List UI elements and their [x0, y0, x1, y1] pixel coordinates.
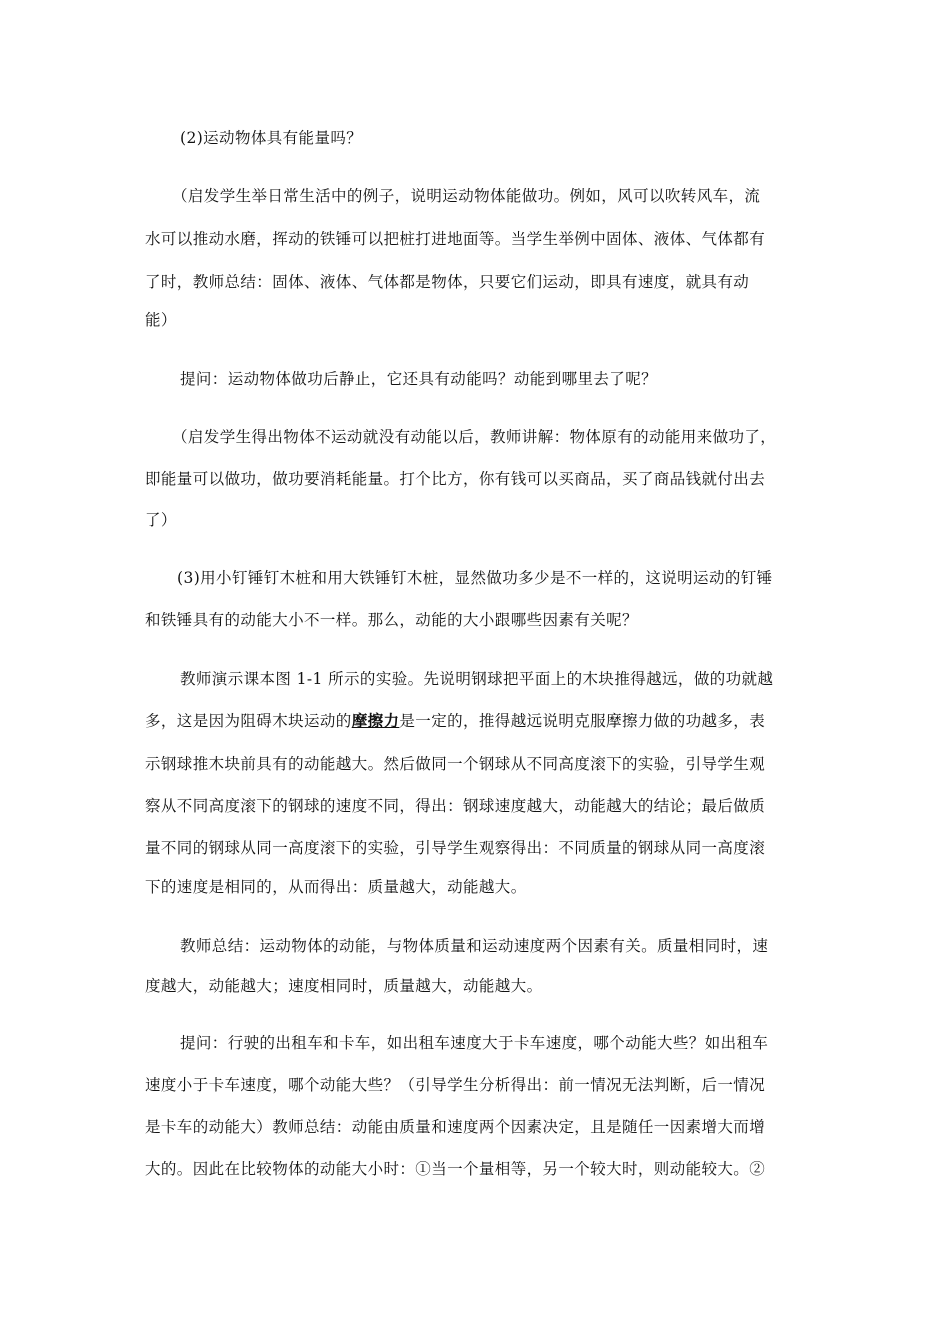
paragraph-2-line-4: 能） [145, 311, 177, 329]
paragraph-5-line-1: (3)用小钉锤钉木桩和用大铁锤钉木桩，显然做功多少是不一样的，这说明运动的钉锤 [177, 569, 773, 587]
paragraph-8-line-4: 大的。因此在比较物体的动能大小时：①当一个量相等，另一个较大时，则动能较大。② [145, 1160, 766, 1178]
paragraph-6-line-3: 示钢球推木块前具有的动能越大。然后做同一个钢球从不同高度滚下的实验，引导学生观 [145, 755, 766, 773]
paragraph-3-line-1: 提问：运动物体做功后静止，它还具有动能吗？动能到哪里去了呢？ [180, 370, 658, 388]
paragraph-8-line-3: 是卡车的动能大）教师总结：动能由质量和速度两个因素决定，且是随任一因素增大而增 [145, 1118, 766, 1136]
paragraph-6-line-1: 教师演示课本图 1-1 所示的实验。先说明钢球把平面上的木块推得越远，做的功就越 [180, 670, 774, 688]
paragraph-2-line-1: （启发学生举日常生活中的例子，说明运动物体能做功。例如，风可以吹转风车，流 [172, 187, 761, 205]
paragraph-6-line-2 [145, 711, 765, 731]
paragraph-7-line-2: 度越大，动能越大；速度相同时，质量越大，动能越大。 [145, 977, 543, 995]
paragraph-2-line-2: 水可以推动水磨，挥动的铁锤可以把桩打进地面等。当学生举例中固体、液体、气体都有 [145, 230, 766, 248]
paragraph-6-line-4: 察从不同高度滚下的钢球的速度不同，得出：钢球速度越大，动能越大的结论；最后做质 [145, 797, 766, 815]
paragraph-4-line-2: 即能量可以做功，做功要消耗能量。打个比方，你有钱可以买商品，买了商品钱就付出去 [145, 470, 766, 488]
paragraph-2-line-3: 了时，教师总结：固体、液体、气体都是物体，只要它们运动，即具有速度，就具有动 [145, 273, 750, 291]
paragraph-4-line-1: （启发学生得出物体不运动就没有动能以后，教师讲解：物体原有的动能用来做功了， [172, 428, 777, 446]
paragraph-8-line-2: 速度小于卡车速度，哪个动能大些？（引导学生分析得出：前一情况无法判断，后一情况 [145, 1076, 766, 1094]
paragraph-5-line-2: 和铁锤具有的动能大小不一样。那么，动能的大小跟哪些因素有关呢？ [145, 611, 638, 629]
paragraph-4-line-3: 了） [145, 511, 177, 529]
paragraph-6-line-2-head: 多，这是因为阻碍木块运动的 [145, 712, 352, 730]
paragraph-6-line-2-tail: 是一定的，推得越远说明克服摩擦力做的功越多，表 [399, 712, 766, 730]
paragraph-1-line-1: (2)运动物体具有能量吗？ [180, 129, 363, 147]
paragraph-7-line-1: 教师总结：运动物体的动能，与物体质量和运动速度两个因素有关。质量相同时，速 [180, 937, 769, 955]
friction-link[interactable]: 摩擦力 [351, 711, 400, 730]
paragraph-8-line-1: 提问：行驶的出租车和卡车，如出租车速度大于卡车速度，哪个动能大些？如出租车 [180, 1034, 769, 1052]
paragraph-6-line-5: 量不同的钢球从同一高度滚下的实验，引导学生观察得出：不同质量的钢球从同一高度滚 [145, 839, 766, 857]
paragraph-6-line-6: 下的速度是相同的，从而得出：质量越大，动能越大。 [145, 878, 527, 896]
